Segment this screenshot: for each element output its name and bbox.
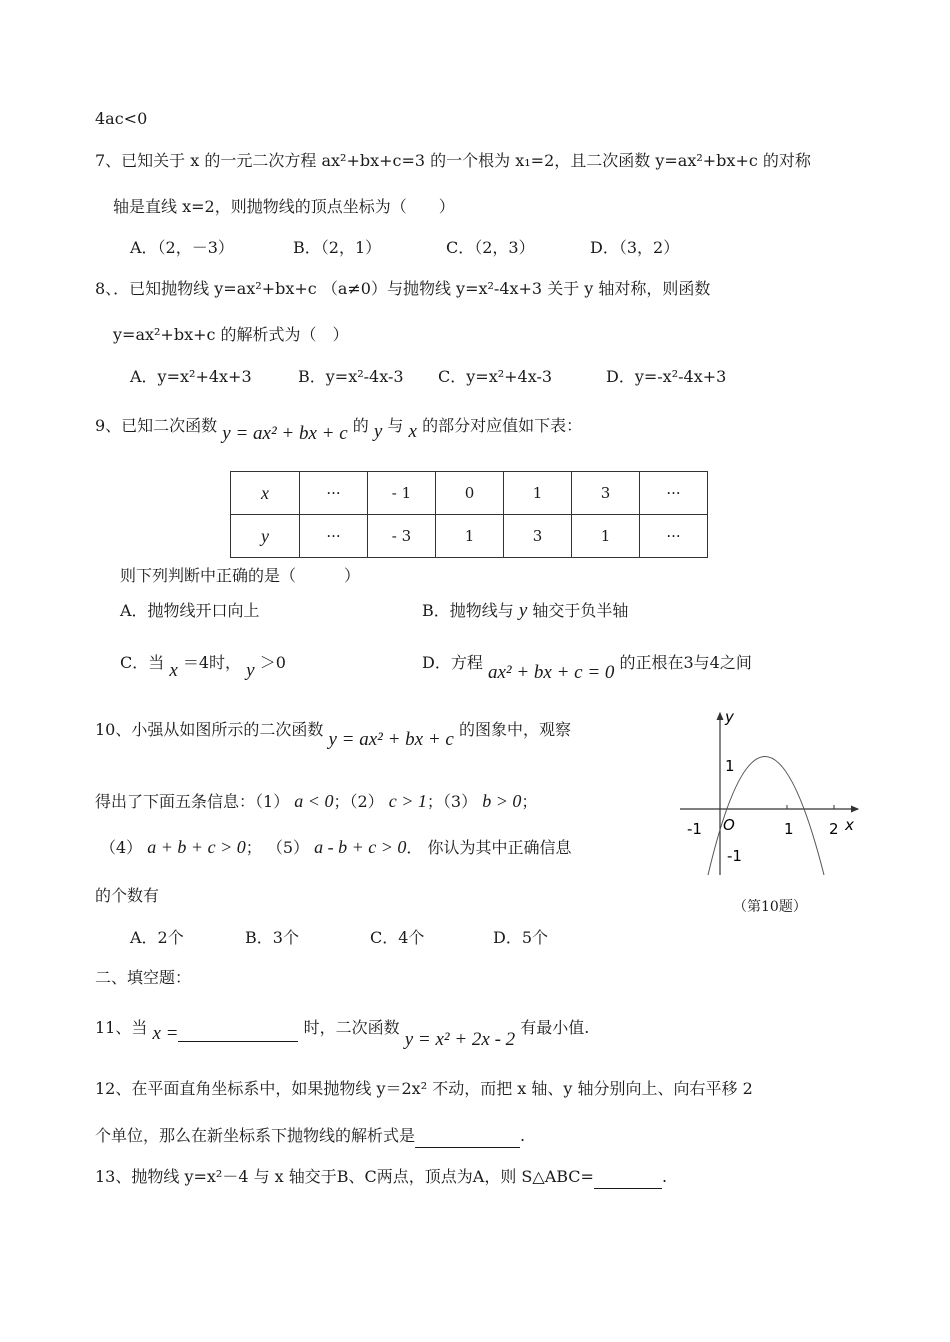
q10-tail: 你认为其中正确信息: [427, 838, 572, 857]
q10-info3: b > 0: [482, 791, 522, 811]
q9-function: y = ax² + bx + c: [222, 423, 348, 444]
q8-option-b: B．y=x²-4x-3: [298, 367, 404, 386]
q10-info2-label: （2）: [349, 792, 384, 811]
q9-option-c-var-x: x: [169, 660, 178, 681]
q9-mid1: 的: [352, 416, 369, 435]
y-axis-label: y: [725, 708, 734, 726]
q10-info1: a < 0: [294, 791, 334, 811]
q9-option-c: [120, 648, 286, 681]
q11-mid: 时，二次函数: [303, 1018, 400, 1037]
q11-var: x =: [152, 1023, 179, 1044]
q9-option-b-var: y: [518, 600, 528, 621]
q10-prefix: 10、小强从如图所示的二次函数: [95, 720, 324, 739]
q9-option-d: [422, 648, 752, 683]
q8-line2: y=ax²+bx+c 的解析式为（ ）: [113, 325, 349, 344]
q12-line1: 12、在平面直角坐标系中，如果抛物线 y＝2x² 不动，而把 x 轴、y 轴分别向上、向右平移 2: [95, 1079, 753, 1098]
q10-parabola-graph: [675, 705, 865, 885]
table-cell: ···: [640, 472, 708, 515]
x-axis-label: x: [845, 816, 854, 834]
q12-answer-blank[interactable]: [415, 1125, 520, 1148]
tick-x-2: 2: [829, 820, 839, 838]
q10-info1-label: （1）: [255, 792, 290, 811]
q10-separator: ；: [245, 838, 262, 857]
q10-option-d: D．5个: [493, 928, 549, 947]
tick-y-neg1: -1: [727, 847, 742, 865]
q7-option-c: C．（2，3）: [446, 238, 535, 257]
q10-info-line2: （4） a + b + c > 0； （5） a - b + c > 0． 你认为其中正确信息: [100, 837, 572, 857]
table-row: [231, 472, 708, 515]
q9-option-a: A．抛物线开口向上: [120, 601, 260, 620]
table-cell: 0: [436, 472, 504, 515]
table-cell: - 1: [368, 472, 436, 515]
q11-function: y = x² + 2x - 2: [404, 1029, 516, 1050]
q9-option-b: [422, 600, 628, 622]
q8-line1: 8、．已知抛物线 y=ax²+bx+c （a≠0）与抛物线 y=x²-4x+3 关于 y 轴对称，则函数: [95, 279, 711, 298]
q9-option-c-post: ＞0: [259, 653, 286, 672]
q9-option-c-pre: C．当: [120, 653, 165, 672]
q10-line4: 的个数有: [95, 886, 160, 905]
table-cell: 1: [504, 472, 572, 515]
q10-separator: ；: [521, 792, 538, 811]
q11: [95, 1013, 590, 1050]
q10-option-c: C．4个: [370, 928, 425, 947]
q12-end: .: [520, 1126, 526, 1145]
q9-option-d-equation: ax² + bx + c = 0: [487, 662, 615, 683]
q10-function: y = ax² + bx + c: [328, 729, 454, 750]
q9-option-c-var-y: y: [246, 660, 255, 681]
q6-tail: 4ac<0: [95, 109, 148, 128]
q10-info4-label: （4）: [100, 838, 143, 857]
q10-info3-label: （3）: [442, 792, 478, 811]
table-head-y: y: [231, 515, 300, 558]
q12-line2: [95, 1125, 525, 1148]
tick-x-neg1: -1: [687, 820, 702, 838]
table-head-x: x: [231, 472, 300, 515]
q13-end: .: [661, 1167, 668, 1186]
q10-option-a: A．2个: [130, 928, 184, 947]
q10-figure-caption: （第10题）: [733, 899, 807, 915]
table-cell: 1: [436, 515, 504, 558]
q10-info5-label: （5）: [266, 838, 310, 857]
q13: [95, 1166, 667, 1189]
q9-option-d-pre: D．方程: [422, 653, 483, 672]
table-cell: - 3: [368, 515, 436, 558]
table-row: [231, 515, 708, 558]
q10-separator: ；: [333, 792, 350, 811]
q10-info2: c > 1: [388, 791, 427, 811]
q9-mid2: 与: [387, 416, 404, 435]
q11-answer-blank[interactable]: [178, 1011, 298, 1042]
q10-separator: ；: [426, 792, 443, 811]
q13-text: 13、抛物线 y=x²－4 与 x 轴交于B、C两点，顶点为A，则 S△ABC=: [95, 1167, 594, 1186]
q13-answer-blank[interactable]: [594, 1166, 662, 1189]
q10-info5: a - b + c > 0: [314, 837, 407, 857]
tick-y-1: 1: [725, 757, 735, 775]
q9-option-d-post: 的正根在3与4之间: [619, 653, 752, 672]
q9-prefix: 9、已知二次函数: [95, 416, 218, 435]
q9-option-b-pre: B．抛物线与: [422, 601, 514, 620]
q8-option-c: C．y=x²+4x-3: [438, 367, 553, 386]
q10-suffix: 的图象中，观察: [458, 720, 571, 739]
tick-x-1: 1: [784, 820, 794, 838]
q7-option-d: D．（3，2）: [590, 238, 680, 257]
q12-line2-text: 个单位，那么在新坐标系下抛物线的解析式是: [95, 1126, 416, 1145]
q7-line1: 7、已知关于 x 的一元二次方程 ax²+bx+c=3 的一个根为 x₁=2，且二次函数 y=ax²+bx+c 的对称: [95, 151, 811, 170]
table-cell: ···: [300, 472, 368, 515]
q10-option-b: B．3个: [245, 928, 299, 947]
section-title: 二、填空题：: [95, 968, 192, 987]
q9-var-y: y: [373, 421, 383, 442]
q7-line2: 轴是直线 x=2，则抛物线的顶点坐标为（ ）: [113, 197, 455, 216]
q11-suffix: 有最小值.: [520, 1018, 590, 1037]
q9-question: 则下列判断中正确的是（ ）: [120, 566, 361, 585]
q10-info4: a + b + c > 0: [147, 837, 246, 857]
q10-stem: [95, 715, 571, 750]
q9-option-c-mid: ＝4时，: [182, 653, 242, 672]
q8-option-a: A．y=x²+4x+3: [130, 367, 252, 386]
q10-line2: 得出了下面五条信息：: [95, 792, 256, 811]
q8-option-d: D．y=-x²-4x+3: [606, 367, 727, 386]
table-cell: ···: [300, 515, 368, 558]
table-cell: 3: [504, 515, 572, 558]
table-cell: 3: [572, 472, 640, 515]
q7-option-b: B．（2，1）: [293, 238, 382, 257]
q9-var-x: x: [408, 421, 417, 442]
q9-suffix: 的部分对应值如下表：: [422, 416, 583, 435]
q9-stem: [95, 411, 583, 444]
table-cell: ···: [640, 515, 708, 558]
origin-label: O: [723, 816, 735, 834]
q11-prefix: 11、当: [95, 1018, 148, 1037]
q7-option-a: A．（2，－3）: [130, 238, 234, 257]
q9-option-b-post: 轴交于负半轴: [532, 601, 629, 620]
table-cell: 1: [572, 515, 640, 558]
q9-value-table: [230, 471, 708, 558]
q10-info-line: [95, 790, 537, 813]
